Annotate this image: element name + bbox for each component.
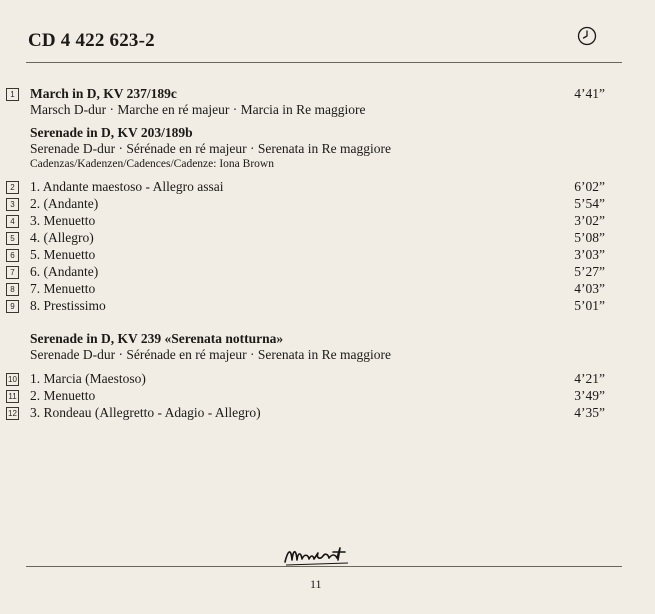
track-number-box: 4	[6, 215, 19, 228]
track-duration: 3’49”	[574, 388, 605, 403]
track-number-box: 12	[6, 407, 19, 420]
track-number-box: 8	[6, 283, 19, 296]
track-row[interactable]	[0, 212, 655, 230]
track-number-box: 3	[6, 198, 19, 211]
track-name: 3. Rondeau (Allegretto - Adagio - Allegro)	[30, 405, 261, 420]
track-row[interactable]	[0, 178, 655, 196]
track-row[interactable]	[0, 195, 655, 213]
track-row[interactable]	[0, 404, 655, 422]
track-number-box: 1	[6, 88, 19, 101]
cadenza-credit: Cadenzas/Kadenzen/Cadences/Cadenze: Iona Brown	[30, 158, 274, 170]
footer-rule	[26, 566, 622, 567]
track-name: 1. Andante maestoso - Allegro assai	[30, 179, 224, 194]
work-subtitle-row	[0, 101, 655, 119]
track-name: 4. (Allegro)	[30, 230, 94, 245]
work-subtitle-row	[0, 346, 655, 364]
track-duration: 4’03”	[574, 281, 605, 296]
clock-icon	[577, 26, 597, 46]
track-name: 5. Menuetto	[30, 247, 96, 262]
track-duration: 6’02”	[574, 179, 605, 194]
track-duration: 5’27”	[574, 264, 605, 279]
track-name: 3. Menuetto	[30, 213, 96, 228]
track-duration: 3’02”	[574, 213, 605, 228]
track-row[interactable]	[0, 370, 655, 388]
track-duration: 5’01”	[574, 298, 605, 313]
work-subtitle: Serenade D-dur · Sérénade en ré majeur · Serenata in Re maggiore	[30, 347, 391, 362]
track-row[interactable]	[0, 297, 655, 315]
work-subtitle: Serenade D-dur · Sérénade en ré majeur · Serenata in Re maggiore	[30, 141, 391, 156]
track-number-box: 5	[6, 232, 19, 245]
track-number-box: 11	[6, 390, 19, 403]
work-title: Serenade in D, KV 239 «Serenata notturna»	[30, 331, 284, 346]
track-duration: 5’08”	[574, 230, 605, 245]
track-name: 7. Menuetto	[30, 281, 96, 296]
track-duration: 4’35”	[574, 405, 605, 420]
track-name: 1. Marcia (Maestoso)	[30, 371, 146, 386]
work-subtitle: Marsch D-dur · Marche en ré majeur · Marcia in Re maggiore	[30, 102, 366, 117]
track-number-box: 10	[6, 373, 19, 386]
track-number-box: 2	[6, 181, 19, 194]
track-number-box: 9	[6, 300, 19, 313]
track-row[interactable]	[0, 246, 655, 264]
track-name: 2. Menuetto	[30, 388, 96, 403]
track-row[interactable]	[0, 280, 655, 298]
work-title: Serenade in D, KV 203/189b	[30, 125, 193, 140]
disc-title: CD 4 422 623-2	[28, 30, 155, 51]
track-row[interactable]	[0, 263, 655, 281]
track-number-box: 7	[6, 266, 19, 279]
work-credit-row	[0, 155, 655, 173]
work-title: March in D, KV 237/189c	[30, 86, 177, 101]
track-row[interactable]	[0, 387, 655, 405]
track-duration: 5’54”	[574, 196, 605, 211]
track-name: 2. (Andante)	[30, 196, 99, 211]
track-name: 6. (Andante)	[30, 264, 99, 279]
track-row[interactable]	[0, 229, 655, 247]
track-duration: 4’21”	[574, 371, 605, 386]
track-number-box: 6	[6, 249, 19, 262]
page-number: 11	[310, 577, 322, 591]
header-rule	[26, 62, 622, 63]
track-duration: 3’03”	[574, 247, 605, 262]
track-duration: 4’41”	[574, 86, 605, 101]
track-name: 8. Prestissimo	[30, 298, 106, 313]
